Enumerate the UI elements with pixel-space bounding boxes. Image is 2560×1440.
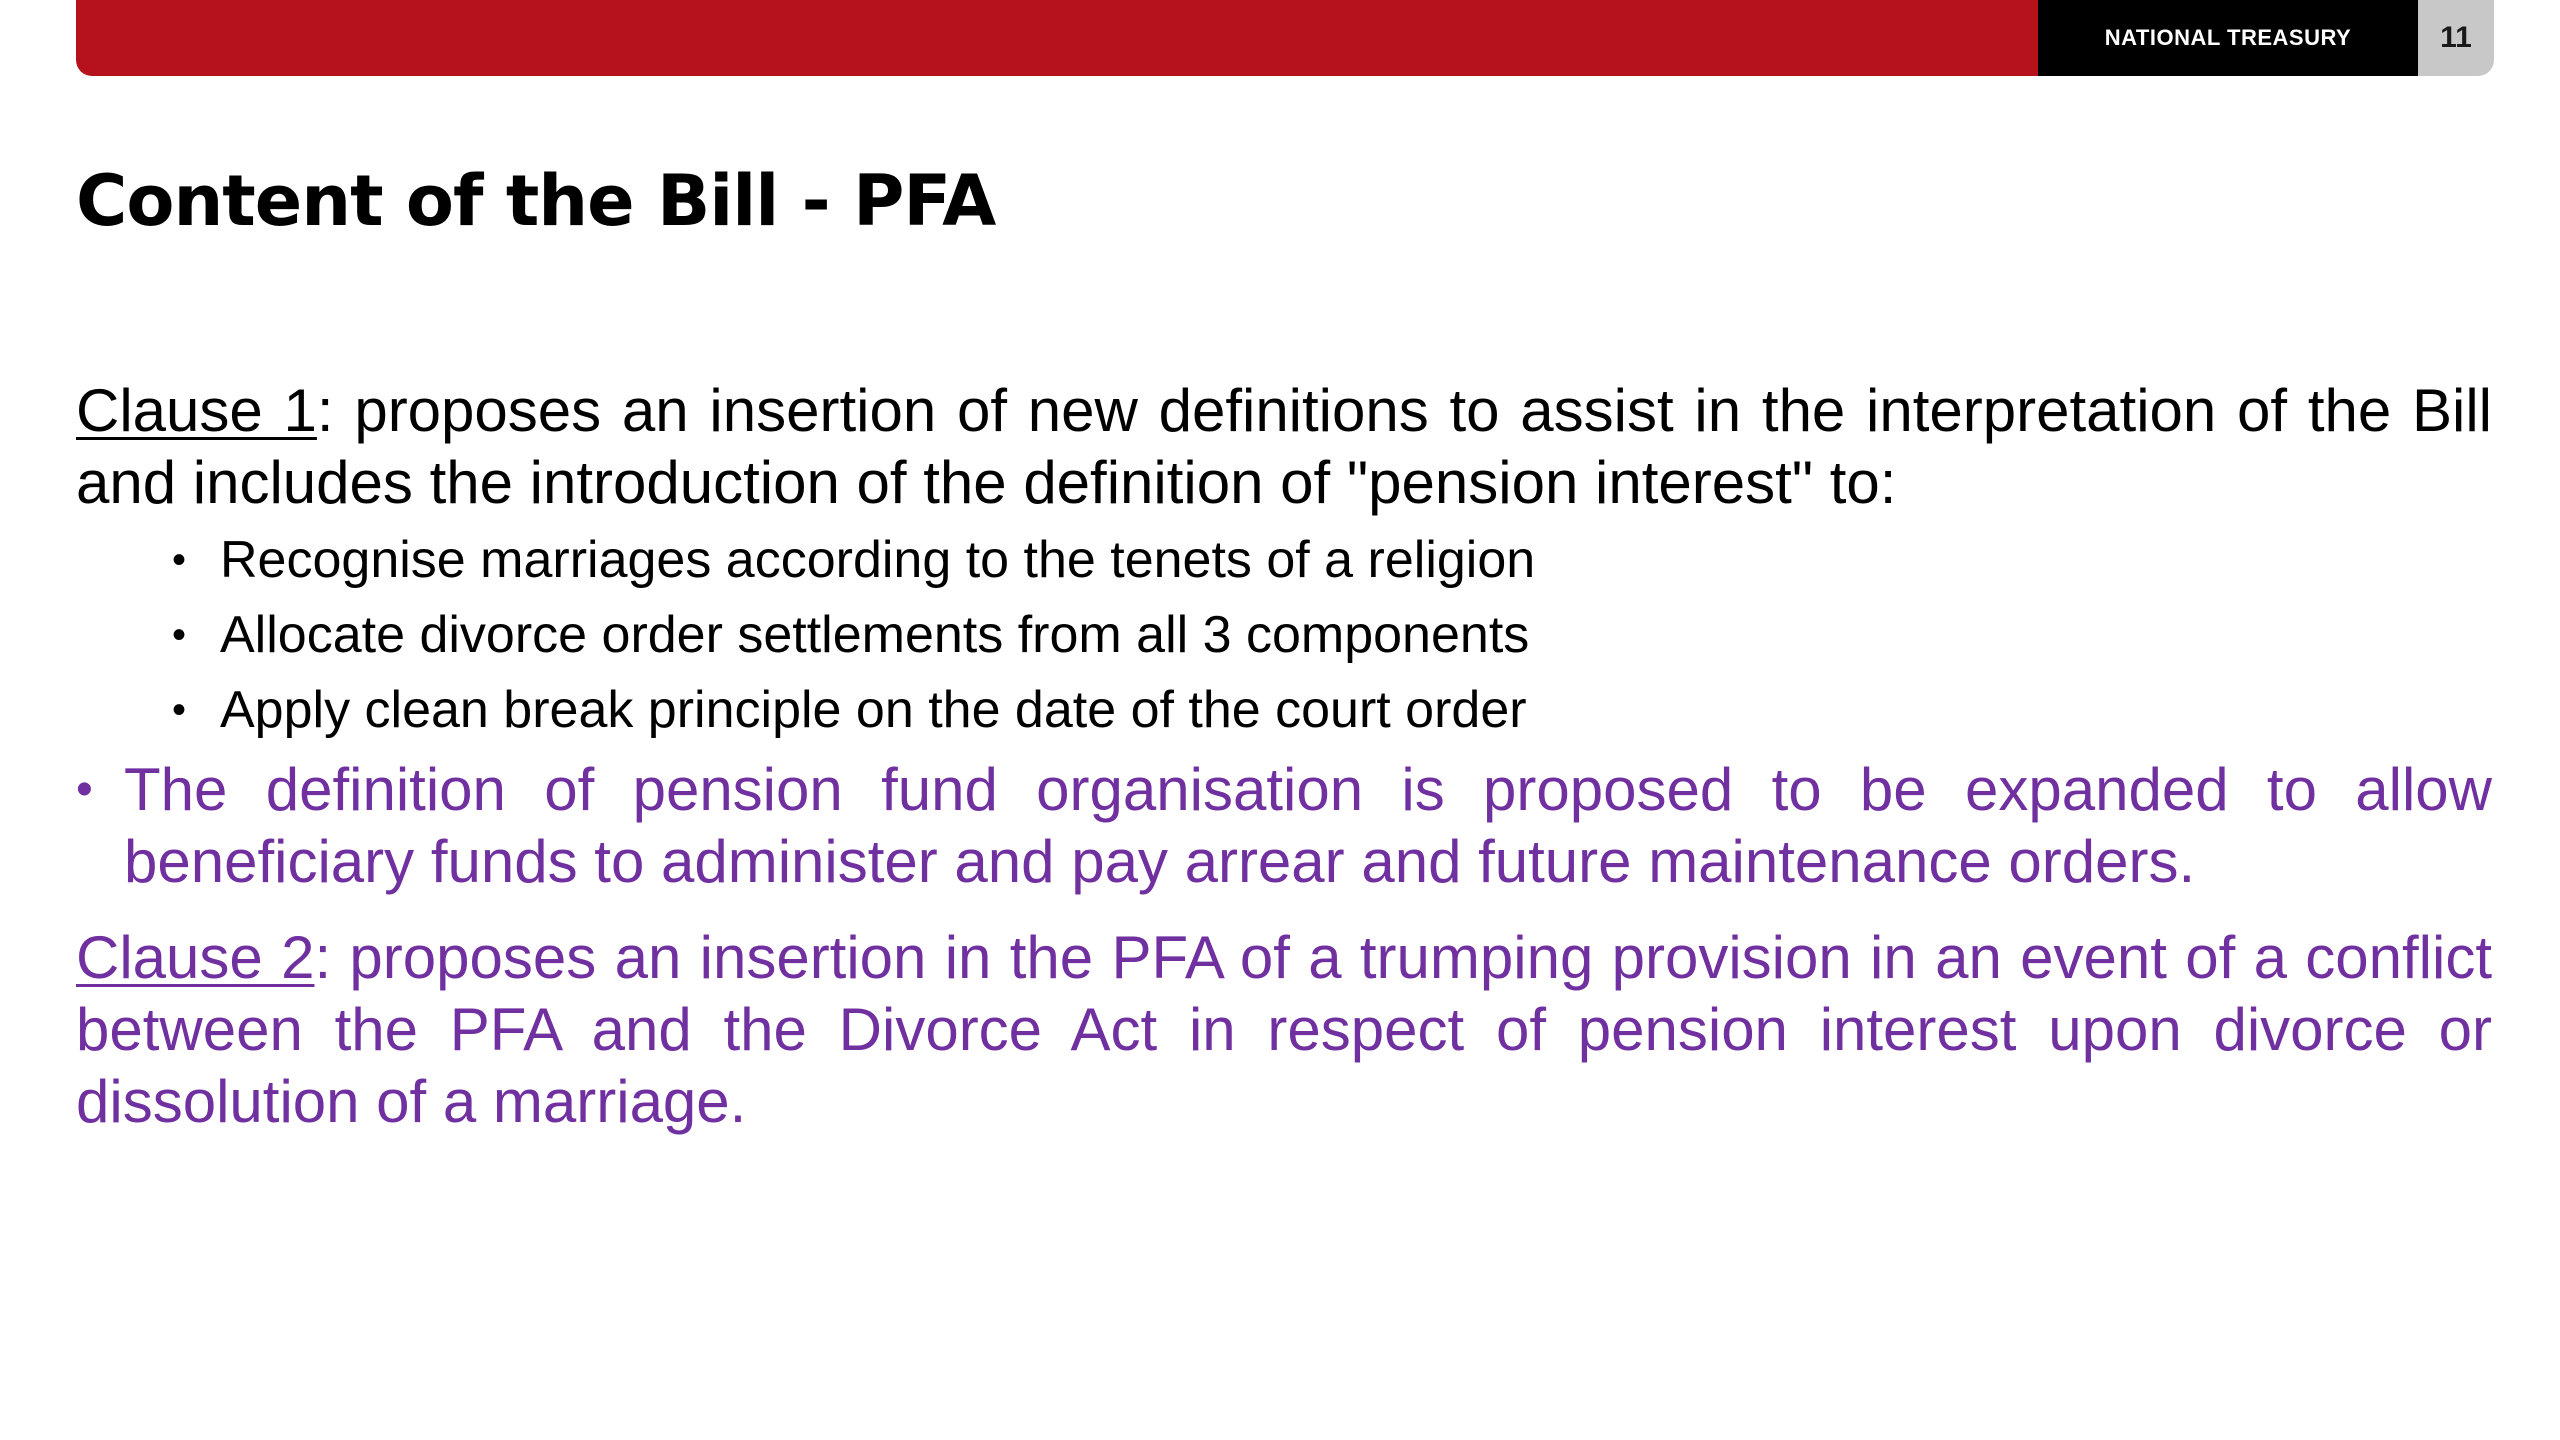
bullet-icon: •	[172, 538, 187, 582]
clause-1-list	[76, 523, 2492, 748]
bullet-icon: •	[172, 688, 187, 732]
bullet-icon: •	[172, 613, 187, 657]
definition-bullet	[76, 754, 2492, 898]
slide-title: Content of the Bill - PFA	[76, 160, 996, 242]
slide-number: 11	[2418, 0, 2494, 76]
header-red-band	[76, 0, 2038, 76]
slide-body	[76, 375, 2492, 1138]
clause-1-paragraph	[76, 375, 2492, 519]
list-item-text: Apply clean break principle on the date of the court order	[220, 681, 1527, 739]
clause-2-text: : proposes an insertion in the PFA of a trumping provision in an event of a conflict between the PFA and the Divorce Act in respect of pension interest upon divorce or dissolution of a marriage.	[76, 924, 2492, 1135]
list-item	[172, 673, 2492, 748]
clause-1-label: Clause 1	[76, 377, 317, 444]
definition-text: The definition of pension fund organisation is proposed to be expanded to allow beneficiary funds to administer and pay arrear and future maintenance orders.	[124, 756, 2492, 895]
spacer	[76, 898, 2492, 922]
list-item	[172, 523, 2492, 598]
list-item-text: Recognise marriages according to the tenets of a religion	[220, 531, 1536, 589]
list-item-text: Allocate divorce order settlements from all 3 components	[220, 606, 1530, 664]
clause-1-text: : proposes an insertion of new definitions to assist in the interpretation of the Bill and includes the introduction of the definition of "pension interest" to:	[76, 377, 2493, 516]
clause-2-paragraph	[76, 922, 2492, 1138]
clause-2-label: Clause 2	[76, 924, 315, 991]
header-bar	[76, 0, 2494, 76]
bullet-icon: •	[76, 763, 93, 816]
list-item	[172, 598, 2492, 673]
department-label: NATIONAL TREASURY	[2038, 0, 2418, 76]
